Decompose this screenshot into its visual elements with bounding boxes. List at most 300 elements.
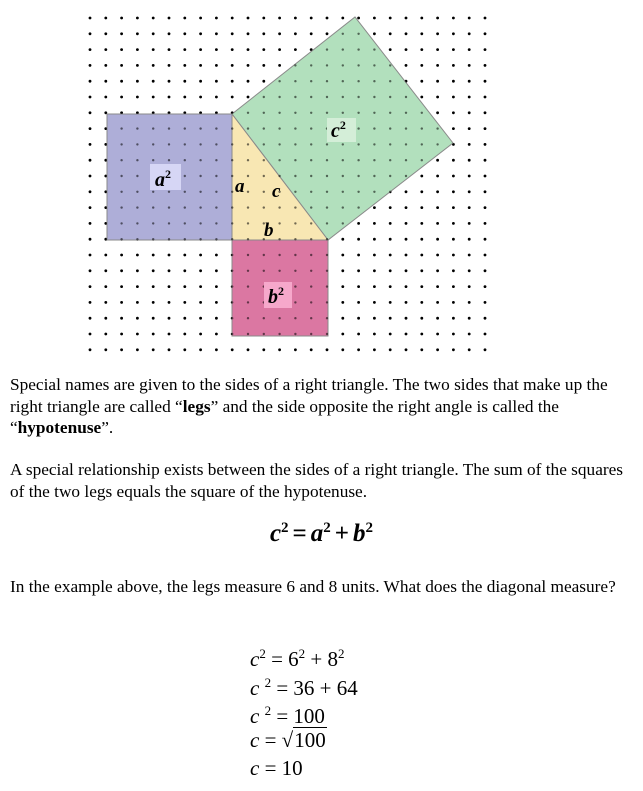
grid-dot [105, 222, 107, 224]
grid-dot [310, 175, 312, 177]
grid-dot [120, 238, 122, 240]
grid-dot [389, 349, 391, 351]
grid-dot [421, 96, 423, 98]
grid-dot [215, 48, 217, 50]
grid-dot [278, 159, 280, 161]
grid-dot [342, 301, 344, 303]
grid-dot [278, 80, 280, 82]
grid-dot [389, 254, 391, 256]
grid-dot [421, 222, 423, 224]
grid-dot [484, 33, 486, 35]
grid-dot [468, 64, 470, 66]
grid-dot [326, 238, 328, 240]
grid-dot [421, 349, 423, 351]
grid-dot [310, 222, 312, 224]
grid-dot [199, 96, 201, 98]
grid-dot [89, 349, 91, 351]
grid-dot [405, 301, 407, 303]
grid-dot [231, 96, 233, 98]
grid-dot [120, 175, 122, 177]
grid-dot [405, 143, 407, 145]
grid-dot [468, 301, 470, 303]
grid-dot [231, 159, 233, 161]
grid-dot [357, 96, 359, 98]
grid-dot [326, 17, 328, 19]
grid-dot [215, 127, 217, 129]
grid-dot [89, 254, 91, 256]
grid-dot [89, 64, 91, 66]
grid-dot [89, 317, 91, 319]
grid-dot [421, 159, 423, 161]
grid-dot [357, 175, 359, 177]
grid-dot [357, 127, 359, 129]
grid-dot [421, 270, 423, 272]
grid-dot [421, 143, 423, 145]
grid-dot [89, 285, 91, 287]
grid-dot [484, 301, 486, 303]
grid-dot [152, 285, 154, 287]
grid-dot [152, 270, 154, 272]
grid-dot [105, 96, 107, 98]
grid-dot [310, 127, 312, 129]
grid-dot [184, 270, 186, 272]
grid-dot [484, 238, 486, 240]
grid-dot [452, 301, 454, 303]
grid-dot [247, 349, 249, 351]
grid-dot [152, 48, 154, 50]
grid-dot [468, 333, 470, 335]
grid-dot [105, 301, 107, 303]
grid-dot [263, 333, 265, 335]
grid-dot [247, 333, 249, 335]
grid-dot [342, 143, 344, 145]
grid-dot [342, 349, 344, 351]
solution-step-3: c $^2$ = 100 [250, 703, 325, 728]
grid-dot [263, 159, 265, 161]
grid-dot [294, 143, 296, 145]
grid-dot [136, 238, 138, 240]
grid-dot [326, 285, 328, 287]
grid-dot [342, 17, 344, 19]
grid-dot [294, 80, 296, 82]
grid-dot [373, 254, 375, 256]
grid-dot [294, 254, 296, 256]
grid-dot [484, 270, 486, 272]
grid-dot [389, 238, 391, 240]
grid-dot [152, 317, 154, 319]
grid-dot [310, 191, 312, 193]
grid-dot [136, 301, 138, 303]
grid-dot [310, 112, 312, 114]
grid-dot [405, 112, 407, 114]
grid-dot [468, 349, 470, 351]
grid-dot [168, 254, 170, 256]
grid-dot [310, 64, 312, 66]
grid-dot [247, 127, 249, 129]
grid-dot [152, 33, 154, 35]
grid-dot [357, 333, 359, 335]
grid-dot [389, 143, 391, 145]
grid-dot [152, 96, 154, 98]
grid-dot [405, 17, 407, 19]
grid-dot [278, 238, 280, 240]
grid-dot [373, 285, 375, 287]
grid-dot [89, 301, 91, 303]
grid-dot [452, 17, 454, 19]
solution-steps [250, 640, 358, 783]
grid-dot [294, 127, 296, 129]
grid-dot [373, 127, 375, 129]
grid-dot [484, 206, 486, 208]
grid-dot [105, 64, 107, 66]
grid-dot [168, 127, 170, 129]
grid-dot [484, 333, 486, 335]
grid-dot [452, 48, 454, 50]
grid-dot [452, 333, 454, 335]
grid-dot [199, 333, 201, 335]
grid-dot [278, 222, 280, 224]
grid-dot [105, 80, 107, 82]
grid-dot [310, 206, 312, 208]
grid-dot [120, 254, 122, 256]
grid-dot [247, 80, 249, 82]
grid-dot [357, 206, 359, 208]
grid-dot [405, 159, 407, 161]
grid-dot [247, 270, 249, 272]
grid-dot [421, 48, 423, 50]
grid-dot [168, 238, 170, 240]
grid-dot [389, 270, 391, 272]
grid-dot [421, 254, 423, 256]
grid-dot [468, 112, 470, 114]
side-c-label: c [272, 181, 281, 202]
grid-dot [184, 96, 186, 98]
grid-dot [452, 64, 454, 66]
grid-dot [405, 96, 407, 98]
grid-dot [357, 317, 359, 319]
grid-dot [342, 238, 344, 240]
grid-dot [405, 285, 407, 287]
grid-dot [310, 33, 312, 35]
grid-dot [89, 96, 91, 98]
grid-dot [326, 317, 328, 319]
grid-dot [168, 285, 170, 287]
grid-dot [357, 238, 359, 240]
grid-dot [294, 48, 296, 50]
grid-dot [120, 222, 122, 224]
grid-dot [168, 333, 170, 335]
grid-dot [199, 317, 201, 319]
grid-dot [405, 270, 407, 272]
grid-dot [247, 48, 249, 50]
grid-dot [389, 222, 391, 224]
grid-dot [136, 112, 138, 114]
grid-dot [405, 333, 407, 335]
grid-dot [89, 238, 91, 240]
grid-dot [357, 17, 359, 19]
grid-dot [184, 17, 186, 19]
grid-dot [152, 112, 154, 114]
paragraph-example-question: In the example above, the legs measure 6 and 8 units. What does the diagonal measure? [10, 577, 616, 596]
grid-dot [405, 254, 407, 256]
grid-dot [263, 17, 265, 19]
grid-dot [263, 127, 265, 129]
grid-dot [263, 254, 265, 256]
grid-dot [326, 301, 328, 303]
grid-dot [184, 349, 186, 351]
grid-dot [357, 301, 359, 303]
grid-dot [199, 80, 201, 82]
grid-dot [436, 143, 438, 145]
grid-dot [215, 33, 217, 35]
grid-dot [184, 143, 186, 145]
grid-dot [105, 238, 107, 240]
grid-dot [326, 96, 328, 98]
grid-dot [452, 317, 454, 319]
grid-dot [136, 206, 138, 208]
grid-dot [452, 159, 454, 161]
grid-dot [105, 206, 107, 208]
grid-dot [231, 222, 233, 224]
side-a-label: a [235, 176, 245, 197]
grid-dot [342, 317, 344, 319]
grid-dot [357, 222, 359, 224]
hypotenuse-term: hypotenuse [17, 418, 102, 437]
grid-dot [452, 349, 454, 351]
grid-dot [326, 48, 328, 50]
grid-dot [184, 301, 186, 303]
grid-dot [231, 206, 233, 208]
grid-dot [436, 349, 438, 351]
grid-dot [373, 333, 375, 335]
grid-dot [373, 112, 375, 114]
grid-dot [120, 270, 122, 272]
grid-dot [231, 127, 233, 129]
grid-dot [136, 159, 138, 161]
grid-dot [168, 159, 170, 161]
grid-dot [199, 64, 201, 66]
grid-dot [294, 96, 296, 98]
grid-dot [215, 159, 217, 161]
grid-dot [263, 317, 265, 319]
grid-dot [436, 80, 438, 82]
grid-dot [199, 159, 201, 161]
b-squared-label: $b^2$ [268, 284, 284, 308]
grid-dot [215, 17, 217, 19]
grid-dot [152, 301, 154, 303]
grid-dot [247, 64, 249, 66]
grid-dot [294, 175, 296, 177]
grid-dot [263, 206, 265, 208]
grid-dot [199, 48, 201, 50]
grid-dot [120, 191, 122, 193]
grid-dot [436, 191, 438, 193]
grid-dot [342, 270, 344, 272]
grid-dot [389, 285, 391, 287]
grid-dot [436, 301, 438, 303]
grid-dot [310, 254, 312, 256]
grid-dot [421, 317, 423, 319]
grid-dot [215, 285, 217, 287]
grid-dot [436, 222, 438, 224]
grid-dot [215, 80, 217, 82]
grid-dot [342, 48, 344, 50]
square-root: √100 [281, 727, 326, 752]
grid-dot [105, 17, 107, 19]
grid-dot [452, 270, 454, 272]
grid-dot [278, 127, 280, 129]
grid-dot [373, 48, 375, 50]
grid-dot [310, 301, 312, 303]
grid-dot [436, 17, 438, 19]
grid-dot [373, 64, 375, 66]
grid-dot [468, 96, 470, 98]
grid-dot [278, 48, 280, 50]
grid-dot [184, 285, 186, 287]
grid-dot [405, 349, 407, 351]
grid-dot [215, 96, 217, 98]
grid-dot [278, 64, 280, 66]
grid-dot [421, 191, 423, 193]
grid-dot [136, 222, 138, 224]
grid-dot [184, 206, 186, 208]
grid-dot [405, 48, 407, 50]
grid-dot [357, 48, 359, 50]
grid-dot [105, 33, 107, 35]
grid-dot [184, 33, 186, 35]
grid-dot [215, 64, 217, 66]
grid-dot [184, 317, 186, 319]
grid-dot [389, 175, 391, 177]
grid-dot [199, 285, 201, 287]
grid-dot [421, 33, 423, 35]
grid-dot [326, 333, 328, 335]
grid-dot [184, 222, 186, 224]
grid-dot [342, 80, 344, 82]
grid-dot [199, 17, 201, 19]
grid-dot [231, 191, 233, 193]
grid-dot [120, 317, 122, 319]
grid-dot [120, 17, 122, 19]
grid-dot [136, 254, 138, 256]
grid-dot [184, 254, 186, 256]
grid-dot [278, 206, 280, 208]
grid-dot [468, 33, 470, 35]
grid-dot [152, 64, 154, 66]
grid-dot [278, 349, 280, 351]
grid-dot [310, 317, 312, 319]
grid-dot [168, 222, 170, 224]
grid-dot [357, 143, 359, 145]
grid-dot [452, 285, 454, 287]
grid-dot [452, 175, 454, 177]
grid-dot [136, 333, 138, 335]
grid-dot [389, 64, 391, 66]
grid-dot [484, 112, 486, 114]
grid-dot [215, 191, 217, 193]
grid-dot [278, 112, 280, 114]
grid-dot [373, 17, 375, 19]
grid-dot [452, 206, 454, 208]
grid-dot [231, 238, 233, 240]
grid-dot [215, 112, 217, 114]
grid-dot [373, 206, 375, 208]
grid-dot [199, 33, 201, 35]
grid-dot [120, 159, 122, 161]
grid-dot [421, 127, 423, 129]
grid-dot [484, 127, 486, 129]
grid-dot [199, 222, 201, 224]
grid-dot [199, 254, 201, 256]
grid-dot [184, 175, 186, 177]
grid-dot [231, 254, 233, 256]
grid-dot [247, 191, 249, 193]
grid-dot [294, 17, 296, 19]
grid-dot [168, 191, 170, 193]
grid-dot [357, 254, 359, 256]
grid-dot [247, 17, 249, 19]
grid-dot [231, 17, 233, 19]
grid-dot [247, 317, 249, 319]
grid-dot [468, 270, 470, 272]
grid-dot [421, 80, 423, 82]
grid-dot [405, 238, 407, 240]
grid-dot [342, 96, 344, 98]
grid-dot [89, 33, 91, 35]
grid-dot [357, 64, 359, 66]
grid-dot [452, 96, 454, 98]
grid-dot [168, 143, 170, 145]
grid-dot [247, 254, 249, 256]
grid-dot [184, 238, 186, 240]
grid-dot [373, 175, 375, 177]
grid-dot [231, 112, 233, 114]
grid-dot [357, 33, 359, 35]
grid-dot [247, 175, 249, 177]
grid-dot [294, 270, 296, 272]
grid-dot [421, 112, 423, 114]
grid-dot [357, 159, 359, 161]
pythagorean-figure [0, 0, 643, 365]
grid-dot [263, 64, 265, 66]
grid-dot [436, 254, 438, 256]
grid-dot [152, 17, 154, 19]
radical-sign: √ [281, 727, 294, 752]
grid-dot [484, 317, 486, 319]
grid-dot [89, 191, 91, 193]
grid-dot [152, 80, 154, 82]
grid-dot [326, 270, 328, 272]
grid-dot [168, 317, 170, 319]
grid-dot [215, 317, 217, 319]
grid-dot [215, 254, 217, 256]
grid-dot [89, 333, 91, 335]
grid-dot [373, 222, 375, 224]
grid-dot [468, 80, 470, 82]
grid-dot [184, 64, 186, 66]
grid-dot [168, 206, 170, 208]
grid-dot [310, 17, 312, 19]
grid-dot [168, 96, 170, 98]
grid-dot [294, 33, 296, 35]
grid-dot [136, 349, 138, 351]
grid-dot [342, 175, 344, 177]
grid-dot [294, 222, 296, 224]
grid-dot [120, 48, 122, 50]
grid-dot [152, 349, 154, 351]
grid-dot [436, 175, 438, 177]
grid-dot [326, 254, 328, 256]
